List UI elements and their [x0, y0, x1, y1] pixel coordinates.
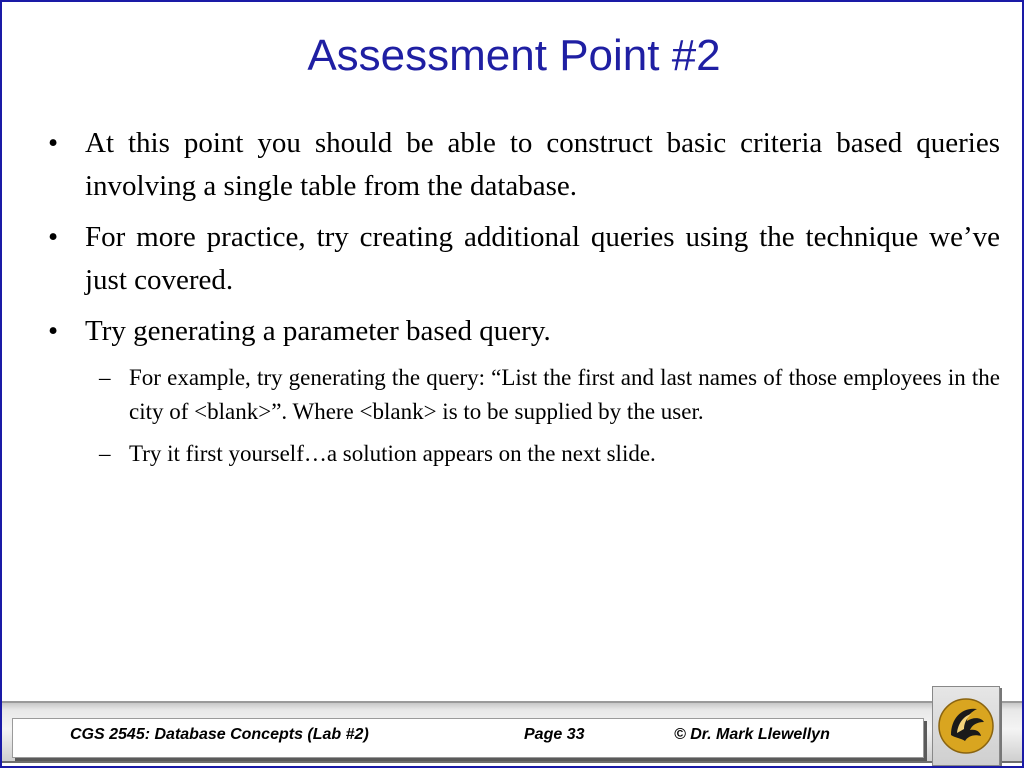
- slide-content: [48, 122, 1000, 479]
- slide-title: Assessment Point #2: [307, 31, 721, 80]
- sub-bullet-text: For example, try generating the query: “List the first and last names of those employees in the city of <blank>”. Where <blank> is to be supplied by the user.: [129, 365, 1000, 424]
- pegasus-logo-icon: [937, 695, 995, 757]
- bullet-marker: •: [48, 315, 59, 347]
- sub-bullet-item: [99, 437, 1000, 471]
- sub-bullet-item: [99, 361, 1000, 429]
- bullet-item: [48, 216, 1000, 302]
- logo-box: [932, 686, 1000, 766]
- bullet-text: Try generating a parameter based query.: [85, 315, 551, 347]
- footer-course: CGS 2545: Database Concepts (Lab #2): [70, 726, 369, 743]
- sub-bullet-marker: –: [99, 365, 111, 390]
- footer-copyright: © Dr. Mark Llewellyn: [674, 726, 830, 743]
- bullet-item: [48, 310, 1000, 353]
- bullet-item: [48, 122, 1000, 208]
- bullet-marker: •: [48, 127, 59, 159]
- sub-bullet-text: Try it first yourself…a solution appears on the next slide.: [129, 441, 656, 466]
- bullet-text: At this point you should be able to construct basic criteria based queries involving a single table from the database.: [85, 127, 1000, 202]
- sub-bullet-marker: –: [99, 441, 111, 466]
- bullet-text: For more practice, try creating additional queries using the technique we’ve just covered.: [85, 221, 1000, 296]
- bullet-marker: •: [48, 221, 59, 253]
- footer-page-number: Page 33: [524, 726, 585, 743]
